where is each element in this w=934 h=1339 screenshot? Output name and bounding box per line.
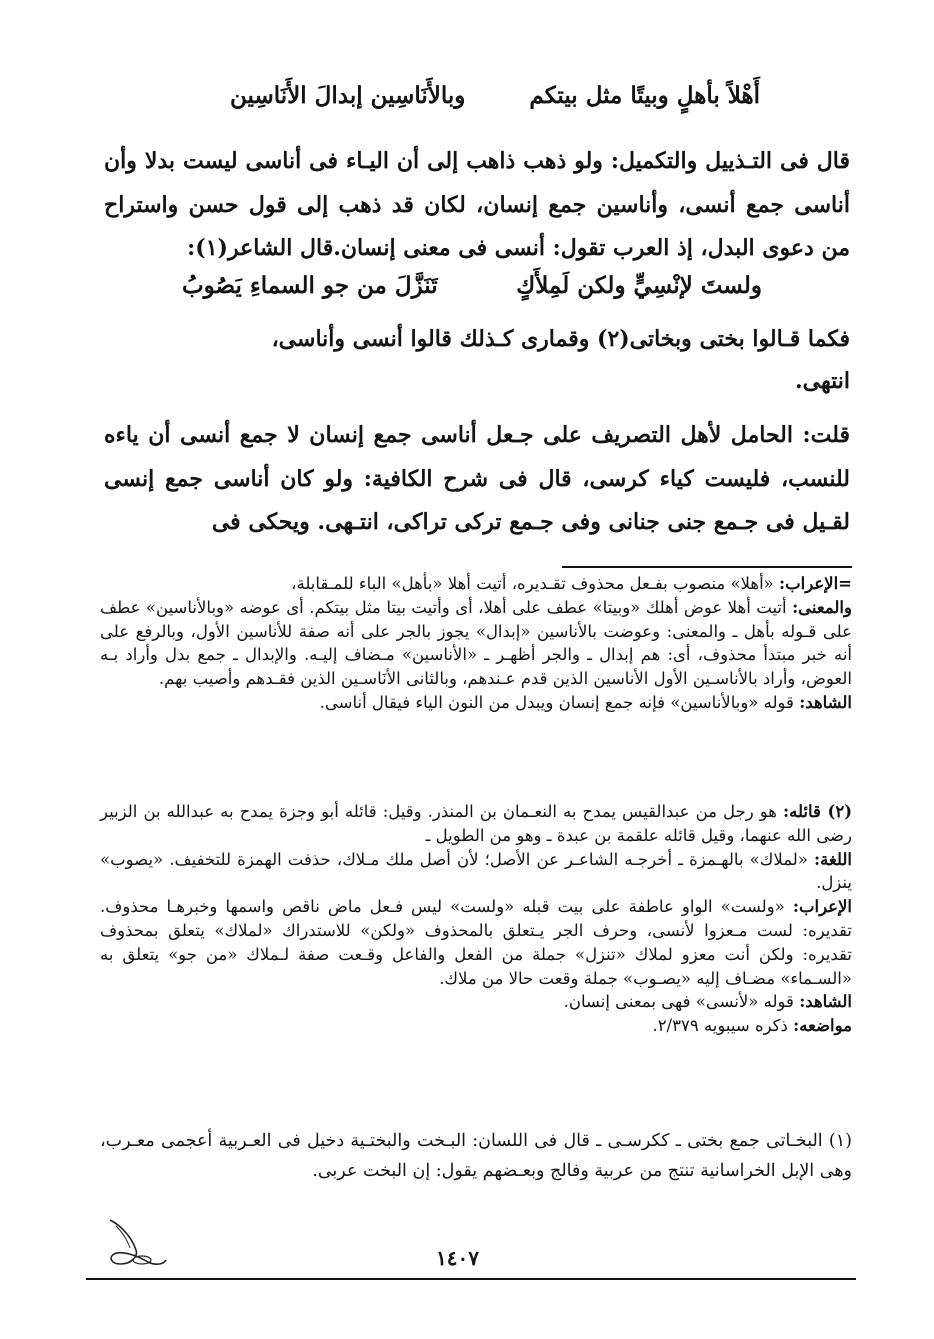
- witness-label: الشاهد:: [799, 992, 852, 1012]
- places-text: ذكره سيبويه ٢/٣٧٩.: [652, 1016, 788, 1036]
- paragraph-bukhti: فكما قـالوا بختى وبخاتى(٢) وقمارى كـذلك قالوا أنسى وأناسى،: [271, 326, 850, 352]
- footnote-1: (١) البخـاتى جمع بختى ـ ككرسـى ـ قال فى اللسان: البـخت والبختـية دخيل فى العـربية أعجمى معـرب، وهى الإبل الخراسانية تنتج من عربية وفالج وبعـضهم يقول: إن البخت عربى.: [100, 1131, 852, 1181]
- footnote-2: [100, 800, 852, 1038]
- footnote-separator: [562, 566, 852, 568]
- irab-label: =الإعراب:: [779, 574, 852, 593]
- quoted-verse: [182, 272, 762, 299]
- language-label: اللغة:: [814, 849, 853, 869]
- sayer-text: هو رجل من عبدالقيس يمدح به النعـمان بن المنذر. وقيل: قائله أبو وجزة يمدح به عبدالله بن الزبير رضى الله عنهما، وقيل قائله علقمة بن عبدة ـ وهو من الطويل ـ: [100, 802, 852, 845]
- sayer-label: (٢) قائله:: [783, 802, 852, 821]
- page-number: ١٤٠٧: [436, 1246, 479, 1270]
- witness-text: قوله «لأنسى» فهى بمعنى إنسان.: [563, 992, 794, 1012]
- verse-second-hemistich: تَنَزَّلَ من جو السماءِ يَصُوبُ: [182, 272, 438, 299]
- paragraph-tadhyil: قال فى التـذييل والتكميل: ولو ذهب ذاهب إلى أن اليـاء فى أناسى ليست بدلا وأن أناسى جمع أنسى، وأناسين جمع إنسان، لكان قد ذهب إلى قول حسن واستراح من دعوى البدل، إذ العرب تقول: أنسى فى معنى إنسان.قال الشاعر(١):: [104, 148, 850, 261]
- witness-text: قوله «وبالأناسين» فإنه جمع إنسان ويبدل من النون الياء فيقال أناسى.: [319, 692, 794, 712]
- irab-label: الإعراب:: [792, 897, 853, 917]
- verse-second-hemistich: وبالأَنَاسِين إبدالَ الأَنَاسِين: [230, 82, 466, 109]
- verse-first-hemistich: ولستَ لإنْسِيٍّ ولكن لَمِلأَكٍ: [516, 272, 762, 299]
- places-label: مواضعه:: [793, 1016, 852, 1036]
- footnote-continued: [100, 572, 852, 715]
- language-text: «لملاك» بالهـمزة ـ أخرجـه الشاعـر عن الأصل؛ لأن أصل ملك مـلاك، حذفت الهمزة للتخفيف. «يصوب» ينزل.: [100, 849, 852, 893]
- bottom-rule: [86, 1278, 856, 1280]
- paragraph-qultu: قلت: الحامل لأهل التصريف على جـعل أناسى جمع إنسان لا جمع أنسى أن ياءه للنسب، فليست كياء كرسى، قال فى شرح الكافية: ولو كان أناسى جمع إنسى لقـيل فى جـمع جنى جنانى وفى جـمع تركى تراكى، انتـهى. ويحكى فى: [104, 422, 850, 535]
- irab-text: «ولست» الواو عاطفة على بيت قبله «ولست» ليس فـعل ماض ناقص واسمها وخبرهـا محذوف. تقديره: لست مـعزوا لأنسى، وحرف الجر يـتعلق بالمحذوف «ولكن» للاستدراك «لملاك» يتعلق بمحذوف تقديره: ولكن أنت معزو لملاك «تنزل» جملة من الفعل والفاعل وقـعت صفة لـملاك «من جو» يتعلق به «السـماء» مضـاف إليه «يصـوب» جملة وقعت حالا من ملاك.: [100, 897, 852, 988]
- verse-first-hemistich: أَهْلاً بأهلٍ وبيتًا مثل بيتكم: [529, 82, 760, 109]
- paragraph-end-word: انتهى.: [794, 368, 850, 394]
- publisher-stamp-icon: [102, 1216, 172, 1272]
- opening-verse: [230, 82, 760, 109]
- meaning-label: والمعنى:: [792, 597, 852, 617]
- witness-label: الشاهد:: [799, 692, 852, 712]
- meaning-text: أتيت أهلا عوض أهلك «وبيتا» عطف على أهلا، أى وأتيت بيتا مثل بيتكم. أى عوضه «وبالأناسين» عطف على قـوله بأهل ـ والمعنى: وعوضت بالأناسين «إبدال» يجوز بالجر على أنه صفة للأناسين الأول، وبالرفع على أنه خبر مبتدأ محذوف، أى: هم إبدال ـ والجر أظهـر ـ «الأناسين» مـضاف إليـه. والإبدال ـ جمع بدل وأراد بـه العوض، وأراد بالأناسـين الأول الأناسين الذين قدم عـندهم، وبالثانى الأنَاسـين الذين فقـدهم وأصيب بهم.: [100, 597, 852, 689]
- irab-text: «أهلا» منصوب بفـعل محذوف تقـديره، أتيت أهلا «بأهل» الباء للمـقابلة،: [291, 574, 774, 593]
